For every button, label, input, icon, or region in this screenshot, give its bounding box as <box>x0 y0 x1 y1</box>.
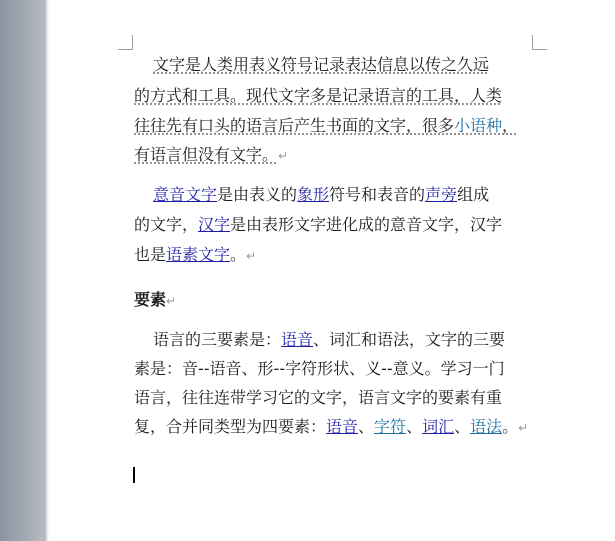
paragraph-2-line-2[interactable] <box>134 215 502 235</box>
paragraph-2-line-1[interactable] <box>153 185 489 205</box>
link-zifu[interactable]: 字符 <box>374 417 407 436</box>
link-xiangxing[interactable]: 象形 <box>297 185 330 204</box>
paragraph-mark: ↵ <box>278 149 289 163</box>
heading-text: 要素 <box>134 290 167 309</box>
text-run: 。 <box>230 245 247 264</box>
paragraph-3-line-4[interactable] <box>134 417 528 437</box>
link-yuyin-2[interactable]: 语音 <box>326 417 359 436</box>
text-run: 、词汇和语法，文字的三要 <box>313 330 506 349</box>
margin-corner-top-right <box>532 35 547 50</box>
text-run: 文字是人类用表义符号记录表达信息以传之久远 <box>153 55 490 74</box>
separator: 、 <box>406 417 423 436</box>
text-run: 。 <box>502 417 519 436</box>
text-cursor <box>133 467 135 483</box>
text-run: 复，合并同类型为四要素： <box>134 417 327 436</box>
text-run: 有语言但没有文字。 <box>134 145 279 164</box>
paragraph-mark: ↵ <box>518 421 529 435</box>
text-run: 的方式和工具。现代文字多是记录语言的工具，人类 <box>134 86 503 105</box>
separator: 、 <box>358 417 375 436</box>
link-yiyin-wenzi[interactable]: 意音文字 <box>153 185 218 204</box>
text-run: 的文字， <box>134 215 199 234</box>
page-edge-shadow <box>46 0 49 541</box>
text-run: 是由表义的 <box>217 185 298 204</box>
text-run: ， <box>502 116 519 135</box>
left-ruler-bar <box>0 0 46 541</box>
text-run: 语言，往往连带学习它的文字，语言文字的要素有重 <box>134 388 503 407</box>
margin-corner-top-left <box>118 35 133 50</box>
section-heading[interactable] <box>134 290 176 310</box>
paragraph-3-line-3[interactable] <box>134 388 502 408</box>
link-yuyin[interactable]: 语音 <box>281 330 314 349</box>
link-yufa[interactable]: 语法 <box>470 417 503 436</box>
text-run: 符号和表音的 <box>329 185 426 204</box>
text-run: 是由表形文字进化成的意音文字，汉字 <box>230 215 503 234</box>
paragraph-1-line-4[interactable] <box>134 145 288 165</box>
link-xiaoyuzhong[interactable]: 小语种 <box>454 116 503 135</box>
paragraph-1-line-1[interactable] <box>153 55 489 75</box>
paragraph-1-line-2[interactable] <box>134 86 502 106</box>
link-yusu-wenzi[interactable]: 语素文字 <box>166 245 231 264</box>
paragraph-2-line-3[interactable] <box>134 245 256 265</box>
link-shengpang[interactable]: 声旁 <box>425 185 458 204</box>
separator: 、 <box>454 417 471 436</box>
text-run: 往往先有口头的语言后产生书面的文字，很多 <box>134 116 455 135</box>
text-run: 组成 <box>457 185 490 204</box>
text-run: 也是 <box>134 245 167 264</box>
paragraph-mark: ↵ <box>246 249 257 263</box>
paragraph-1-line-3[interactable] <box>134 116 518 136</box>
text-run: 语言的三要素是： <box>153 330 282 349</box>
paragraph-mark: ↵ <box>166 294 177 308</box>
link-cihui[interactable]: 词汇 <box>422 417 455 436</box>
paragraph-3-line-1[interactable] <box>153 330 505 350</box>
paragraph-3-line-2[interactable] <box>134 359 505 379</box>
text-run: 素是：音--语音、形--字符形状、义--意义。学习一门 <box>134 359 505 378</box>
link-hanzi[interactable]: 汉字 <box>198 215 231 234</box>
